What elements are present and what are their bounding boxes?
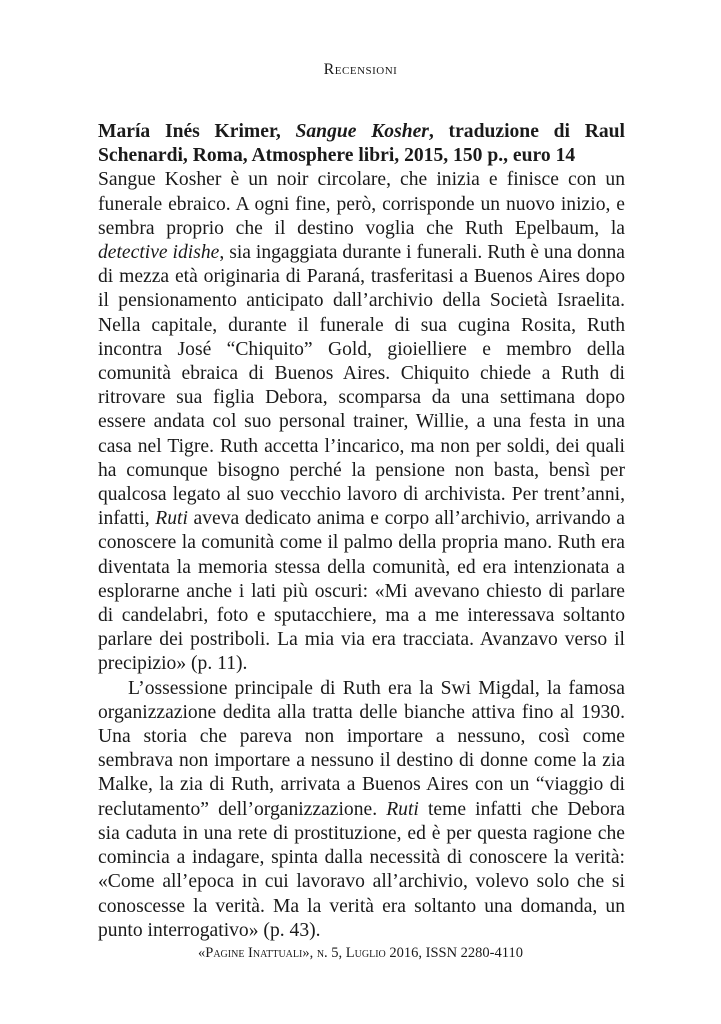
- paragraph-2-italic: Ruti: [386, 798, 419, 820]
- heading-book-title: Sangue Kosher: [295, 121, 429, 142]
- paragraph-1-text-b: , sia ingaggiata durante i funerali. Ruth è una donna di mezza età originaria di Paraná, trasferitasi a Buenos Aires dopo il pensionamento anticipato dall’archivio della Società Israelita. Nella capitale, durante il funerale di sua cugina Rosita, Ruth incontra José “Chiquito” Gold, gioielliere e membro della comunità ebraica di Buenos Aires. Chiquito chiede a Ruth di ritrovare sua figlia Debora, scomparsa da una settimana dopo essere andata col suo personal trainer, Willie, a una festa in una casa nel Tigre. Ruth accetta l’incarico, ma non per soldi, dei quali ha comunque bisogno perché la pensione non basta, bensì per qualcosa legato al suo vecchio lavoro di archivista. Per trent’anni, infatti,: [98, 242, 625, 530]
- review-heading: [98, 120, 625, 168]
- heading-details: , traduzione di Raul Schenardi, Roma, Atmosphere libri, 2015, 150 p., euro 14: [98, 121, 625, 167]
- review-article: [98, 120, 625, 943]
- paragraph-1-italic-a: detective idishe: [98, 242, 220, 264]
- paragraph-1-italic-b: Ruti: [155, 508, 188, 530]
- heading-author: María Inés Krimer,: [98, 121, 296, 142]
- paragraph-1-text-c: aveva dedicato anima e corpo all’archivio, arrivando a conoscere la comunità come il palmo della propria mano. Ruth era diventata la memoria stessa della comunità, ed era intenzionata a esplorarne anche i lati più oscuri: «Mi avevano chiesto di parlare di candelabri, foto e sputacchiere, ma a me interessava soltanto parlare dei postriboli. La mia via era tracciata. Avanzavo verso il precipizio» (p. 11).: [98, 508, 625, 675]
- paragraph-1-text-a: Sangue Kosher è un noir circolare, che inizia e finisce con un funerale ebraico. A ogni fine, però, corrisponde un nuovo inizio, e sembra proprio che il destino voglia che Ruth Epelbaum, la: [98, 169, 625, 239]
- paragraph-1: [98, 168, 625, 676]
- paragraph-2-text-b: teme infatti che Debora sia caduta in una rete di prostituzione, ed è per questa ragione che comincia a indagare, spinta dalla necessità di conoscere la verità: «Come all’epoca in cui lavoravo all’archivio, volevo solo che si conoscesse la verità. Ma la verità era soltanto una domanda, un punto interrogativo» (p. 43).: [98, 798, 625, 941]
- running-head: Recensioni: [323, 61, 398, 78]
- paragraph-2-text-a: L’ossessione principale di Ruth era la Swi Migdal, la famosa organizzazione dedita alla tratta delle bianche attiva fino al 1930. Una storia che pareva non importare a nessuno, così come sembrava non importare a nessuno il destino di donne come la zia Malke, la zia di Ruth, arrivata a Buenos Aires con un “viaggio di reclutamento” dell’organizzazione.: [98, 677, 625, 820]
- page-footer: «Pagine Inattuali», n. 5, Luglio 2016, ISSN 2280-4110: [198, 945, 523, 961]
- paragraph-2: [98, 677, 625, 943]
